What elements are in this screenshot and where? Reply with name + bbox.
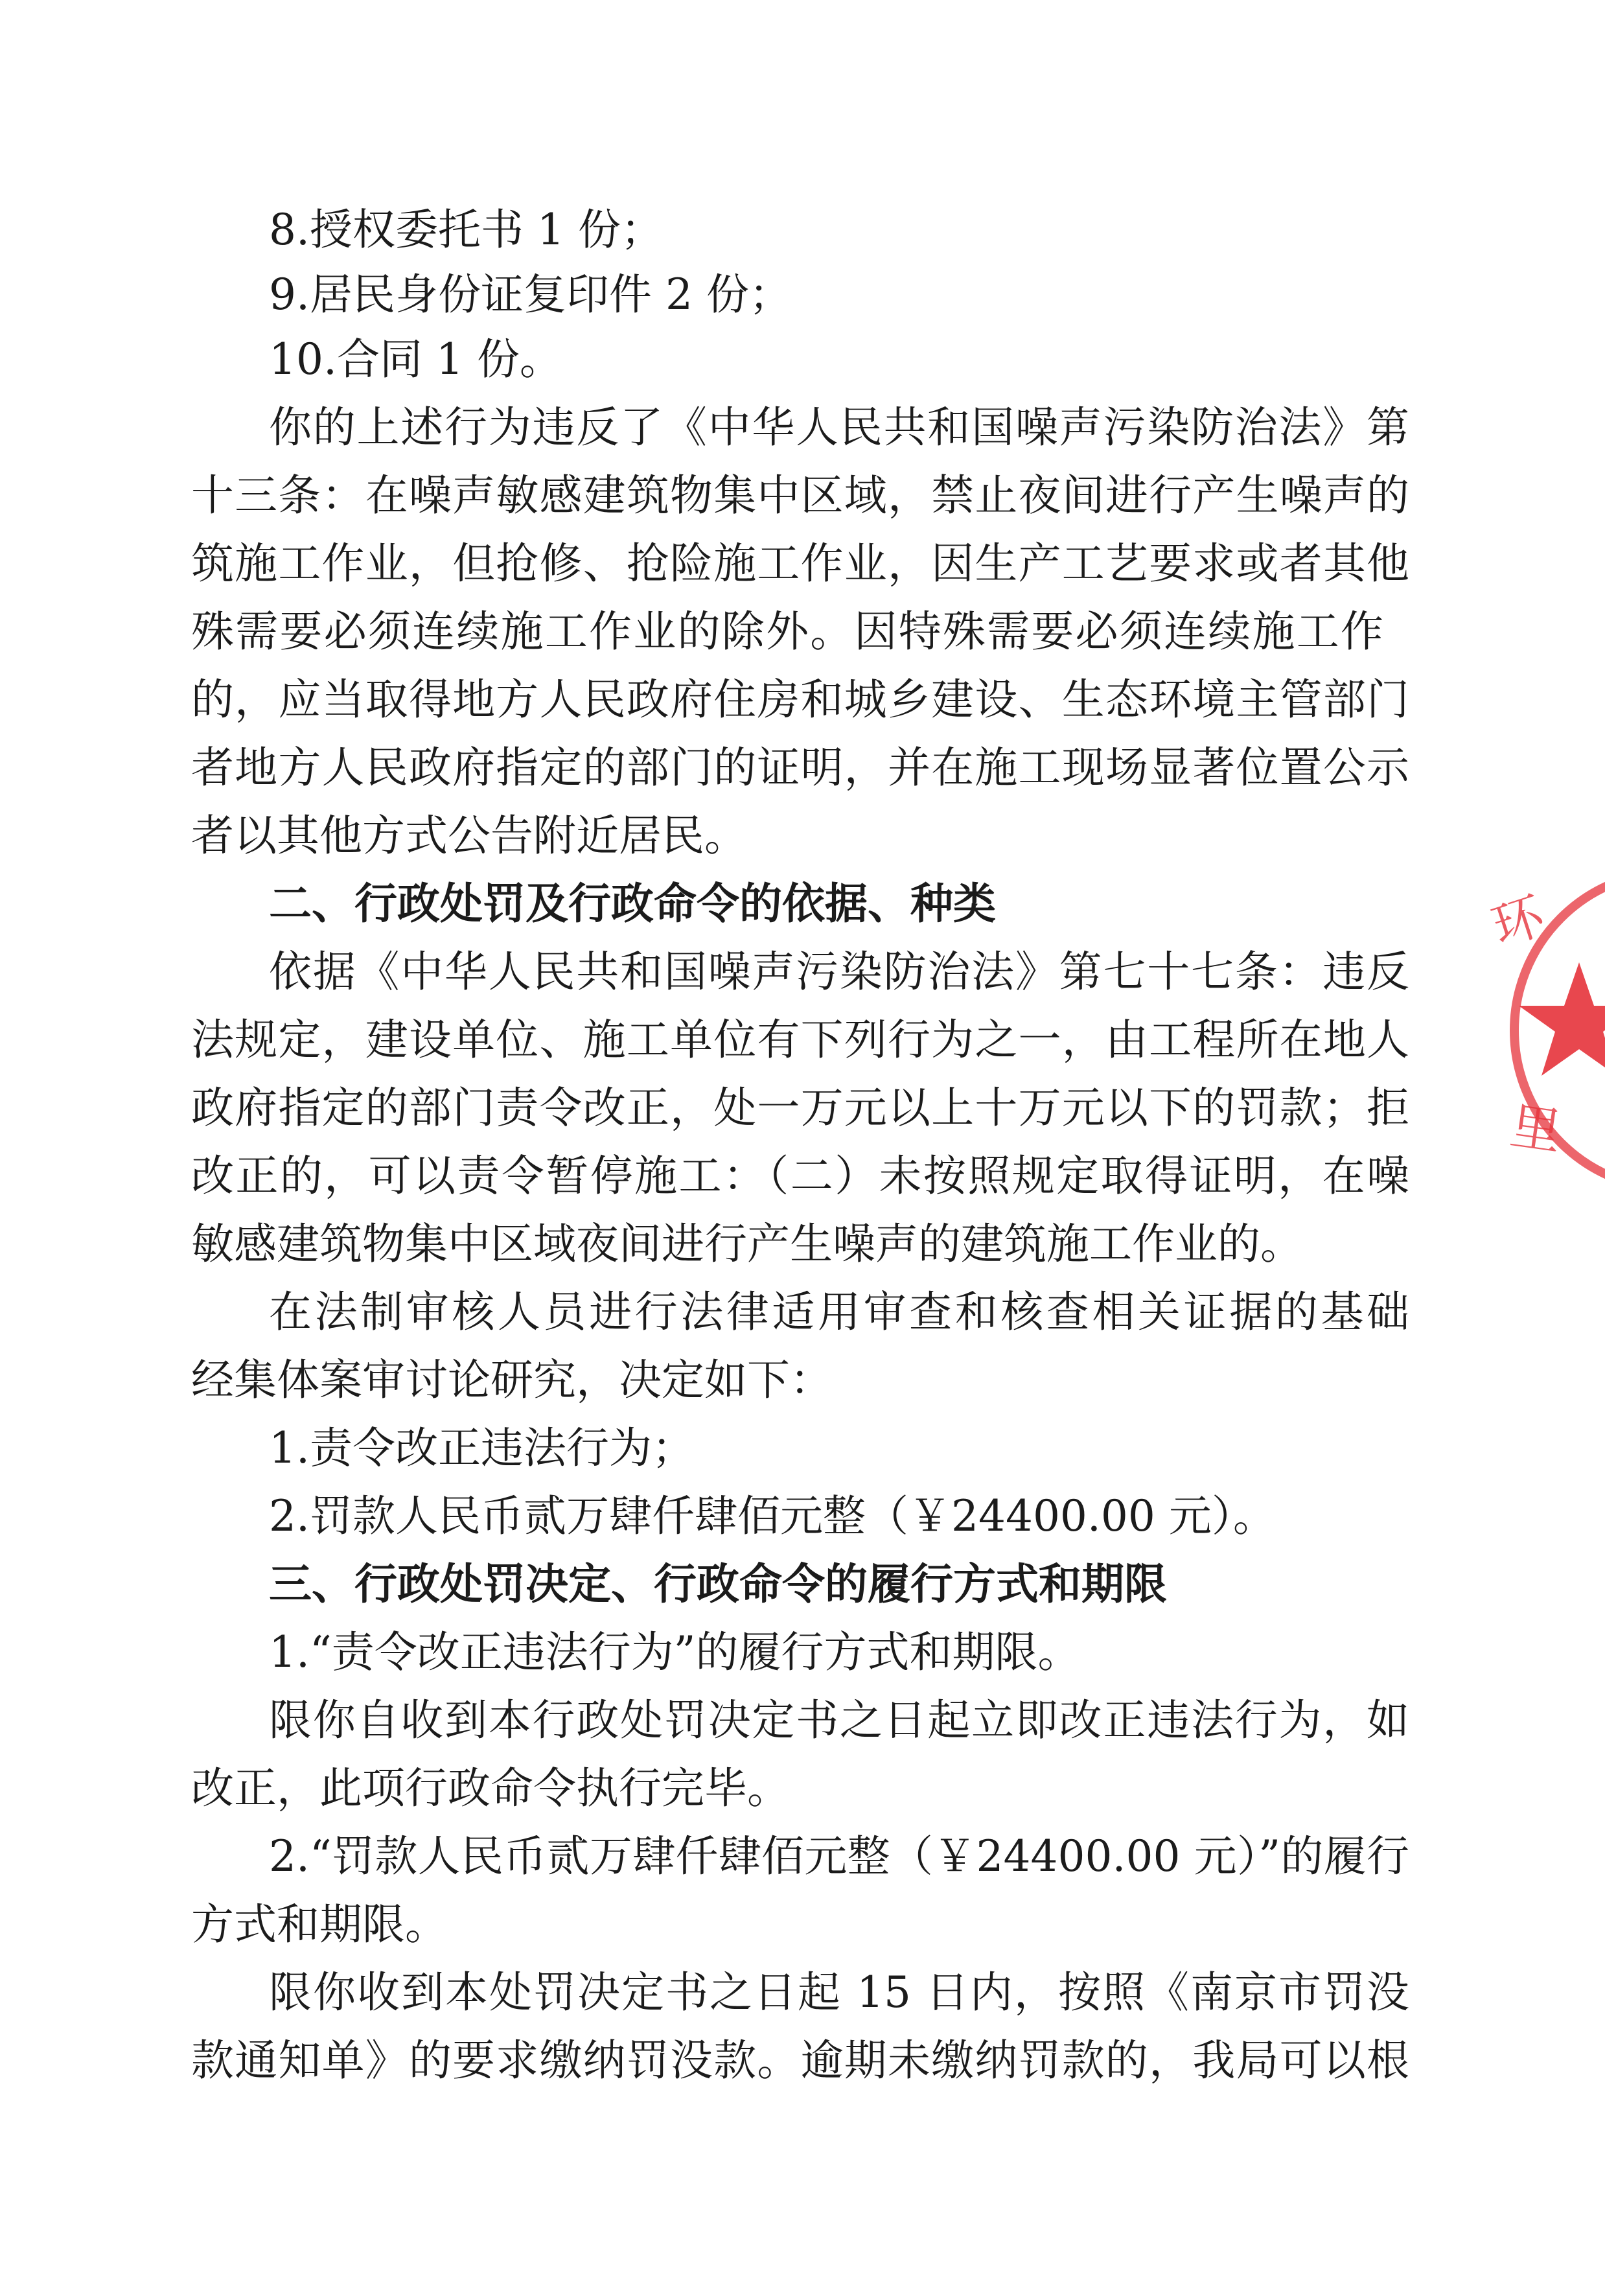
paragraph-line: 方式和期限。: [191, 1899, 448, 1949]
official-seal: [1466, 862, 1605, 1199]
paragraph-line: 法规定，建设单位、施工单位有下列行为之一，由工程所在地人: [191, 1015, 1409, 1065]
paragraph-line: 依据《中华人民共和国噪声污染防治法》第七十七条：违反: [269, 947, 1409, 997]
paragraph-line: 限你自收到本行政处罚决定书之日起立即改正违法行为，如: [269, 1695, 1409, 1745]
paragraph-line: 的，应当取得地方人民政府住房和城乡建设、生态环境主管部门: [191, 675, 1409, 725]
list-item: 8.授权委托书 1 份；: [269, 205, 664, 255]
list-item: 1.责令改正违法行为；: [269, 1423, 695, 1473]
paragraph-line: 改正的，可以责令暂停施工：（二）未按照规定取得证明，在噪: [191, 1151, 1409, 1201]
paragraph-line: 十三条：在噪声敏感建筑物集中区域，禁止夜间进行产生噪声的: [191, 470, 1409, 520]
paragraph-line: 者地方人民政府指定的部门的证明，并在施工现场显著位置公示: [191, 743, 1409, 793]
paragraph-line: 在法制审核人员进行法律适用审查和核查相关证据的基础: [269, 1287, 1409, 1337]
seal-star-icon: [1519, 962, 1605, 1076]
paragraph-line: 政府指定的部门责令改正，处一万元以上十万元以下的罚款；拒: [191, 1083, 1409, 1133]
paragraph-line: 筑施工作业，但抢修、抢险施工作业，因生产工艺要求或者其他: [191, 539, 1409, 588]
paragraph-line: 限你收到本处罚决定书之日起 15 日内，按照《南京市罚没: [269, 1967, 1409, 2017]
paragraph-line: 殊需要必须连续施工作业的除外。因特殊需要必须连续施工作: [191, 607, 1383, 656]
paragraph-line: 2.“罚款人民币贰万肆仟肆佰元整（￥24400.00 元）”的履行: [269, 1831, 1409, 1881]
paragraph-line: 1.“责令改正违法行为”的履行方式和期限。: [269, 1627, 1081, 1677]
paragraph-line: 敏感建筑物集中区域夜间进行产生噪声的建筑施工作业的。: [191, 1219, 1303, 1269]
paragraph-line: 者以其他方式公告附近居民。: [191, 811, 747, 861]
paragraph-line: 改正，此项行政命令执行完毕。: [191, 1763, 790, 1813]
paragraph-line: 款通知单》的要求缴纳罚没款。逾期未缴纳罚款的，我局可以根: [191, 2035, 1409, 2085]
list-item: 10.合同 1 份。: [269, 334, 562, 384]
list-item: 2.罚款人民币贰万肆仟肆佰元整（￥24400.00 元）。: [269, 1491, 1276, 1541]
list-item: 9.居民身份证复印件 2 份；: [269, 270, 792, 319]
seal-text-bottom: 里: [1507, 1096, 1565, 1162]
paragraph-line: 你的上述行为违反了《中华人民共和国噪声污染防治法》第: [269, 402, 1409, 452]
section-heading: 三、行政处罚决定、行政命令的履行方式和期限: [269, 1559, 1167, 1609]
section-heading: 二、行政处罚及行政命令的依据、种类: [269, 879, 996, 929]
paragraph-line: 经集体案审讨论研究，决定如下：: [191, 1355, 833, 1405]
seal-text-top: 环: [1485, 886, 1552, 958]
